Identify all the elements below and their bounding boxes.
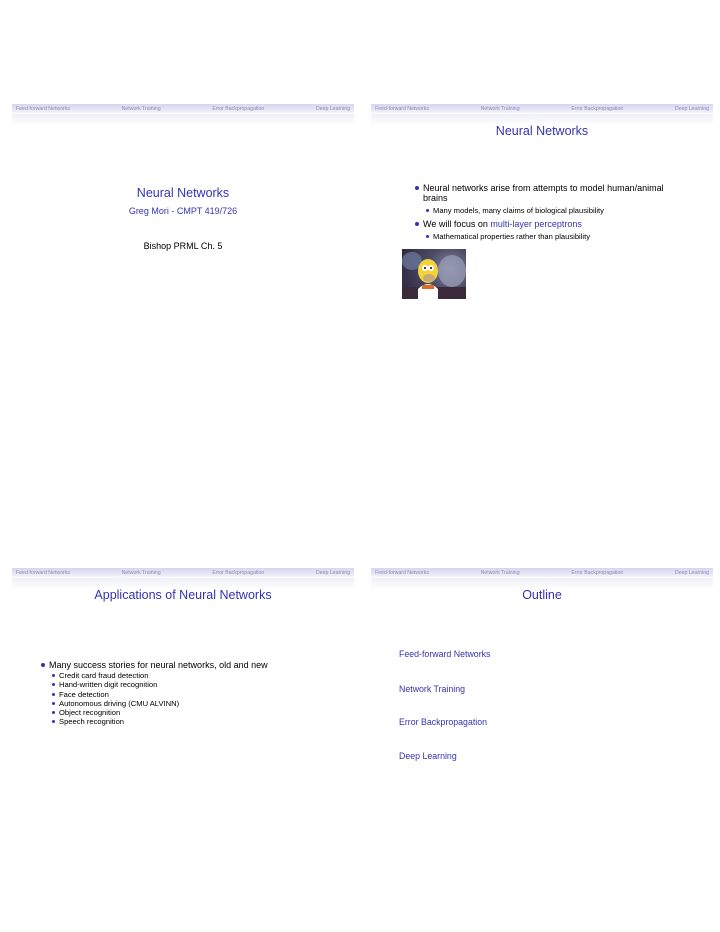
frame-title: Outline: [522, 588, 562, 602]
nav-error-backprop[interactable]: Error Backpropagation: [571, 570, 624, 576]
nav-error-backprop[interactable]: Error Backpropagation: [212, 570, 265, 576]
nav-feed-forward[interactable]: Feed-forward Networks: [16, 106, 70, 112]
sub-bullet-item: Face detection: [59, 690, 349, 699]
bullet-icon: [41, 663, 45, 667]
frame-title: Neural Networks: [495, 124, 589, 138]
bullet-item: Many success stories for neural networks, old and new: [49, 660, 349, 670]
sub-bullet-item: Autonomous driving (CMU ALVINN): [59, 699, 349, 708]
nav-bar: [371, 104, 713, 114]
reference-line: Bishop PRML Ch. 5: [143, 241, 223, 251]
nav-deep-learning[interactable]: Deep Learning: [674, 570, 709, 576]
bullet-list: [49, 660, 349, 727]
bullet-icon: [426, 235, 429, 238]
nav-network-training[interactable]: Network Training: [480, 570, 520, 576]
bullet-icon: [52, 693, 55, 696]
author-line: Greg Mori - CMPT 419/726: [128, 206, 238, 216]
nav-bar: [12, 104, 354, 114]
sub-bullet-item: Speech recognition: [59, 717, 349, 726]
slide-title: [12, 104, 354, 361]
slide-applications: [12, 568, 354, 825]
bullet-icon: [52, 674, 55, 677]
sub-bullet-item: Mathematical properties rather than plausibility: [433, 232, 673, 241]
bullet-icon: [415, 186, 419, 190]
nav-network-training[interactable]: Network Training: [121, 570, 161, 576]
outline-item-error-backprop[interactable]: Error Backpropagation: [399, 717, 488, 727]
nav-deep-learning[interactable]: Deep Learning: [315, 106, 350, 112]
bullet-list: [423, 183, 673, 242]
sub-bullet-item: Hand-written digit recognition: [59, 680, 349, 689]
bullet-item: Neural networks arise from attempts to model human/animal brains: [423, 183, 673, 203]
slide-outline: [371, 568, 713, 825]
nav-feed-forward[interactable]: Feed-forward Networks: [16, 570, 70, 576]
nav-bar: [371, 568, 713, 578]
nav-error-backprop[interactable]: Error Backpropagation: [212, 106, 265, 112]
bullet-icon: [52, 683, 55, 686]
nav-feed-forward[interactable]: Feed-forward Networks: [375, 106, 429, 112]
outline-item-deep-learning[interactable]: Deep Learning: [399, 751, 457, 761]
presentation-title: Neural Networks: [136, 186, 230, 200]
bullet-icon: [52, 720, 55, 723]
highlight-mlp: multi-layer perceptrons: [490, 219, 582, 230]
homer-image: [402, 249, 466, 299]
sub-bullet-item: Object recognition: [59, 708, 349, 717]
bullet-icon: [52, 702, 55, 705]
bullet-item: We will focus on multi-layer perceptrons: [423, 219, 673, 229]
sub-bullet-item: Credit card fraud detection: [59, 671, 349, 680]
sub-bullet-item: Many models, many claims of biological plausibility: [433, 206, 673, 215]
nav-feed-forward[interactable]: Feed-forward Networks: [375, 570, 429, 576]
nav-deep-learning[interactable]: Deep Learning: [315, 570, 350, 576]
nav-error-backprop[interactable]: Error Backpropagation: [571, 106, 624, 112]
nav-network-training[interactable]: Network Training: [480, 106, 520, 112]
slide-neural-networks: [371, 104, 713, 361]
nav-bar: [12, 568, 354, 578]
outline-item-feed-forward[interactable]: Feed-forward Networks: [399, 649, 491, 659]
frame-title: Applications of Neural Networks: [94, 588, 272, 602]
bullet-icon: [415, 222, 419, 226]
nav-shadow: [12, 114, 354, 126]
nav-deep-learning[interactable]: Deep Learning: [674, 106, 709, 112]
homer-illustration-icon: [402, 249, 466, 299]
nav-network-training[interactable]: Network Training: [121, 106, 161, 112]
bullet-icon: [52, 711, 55, 714]
outline-item-network-training[interactable]: Network Training: [399, 684, 466, 694]
bullet-icon: [426, 209, 429, 212]
